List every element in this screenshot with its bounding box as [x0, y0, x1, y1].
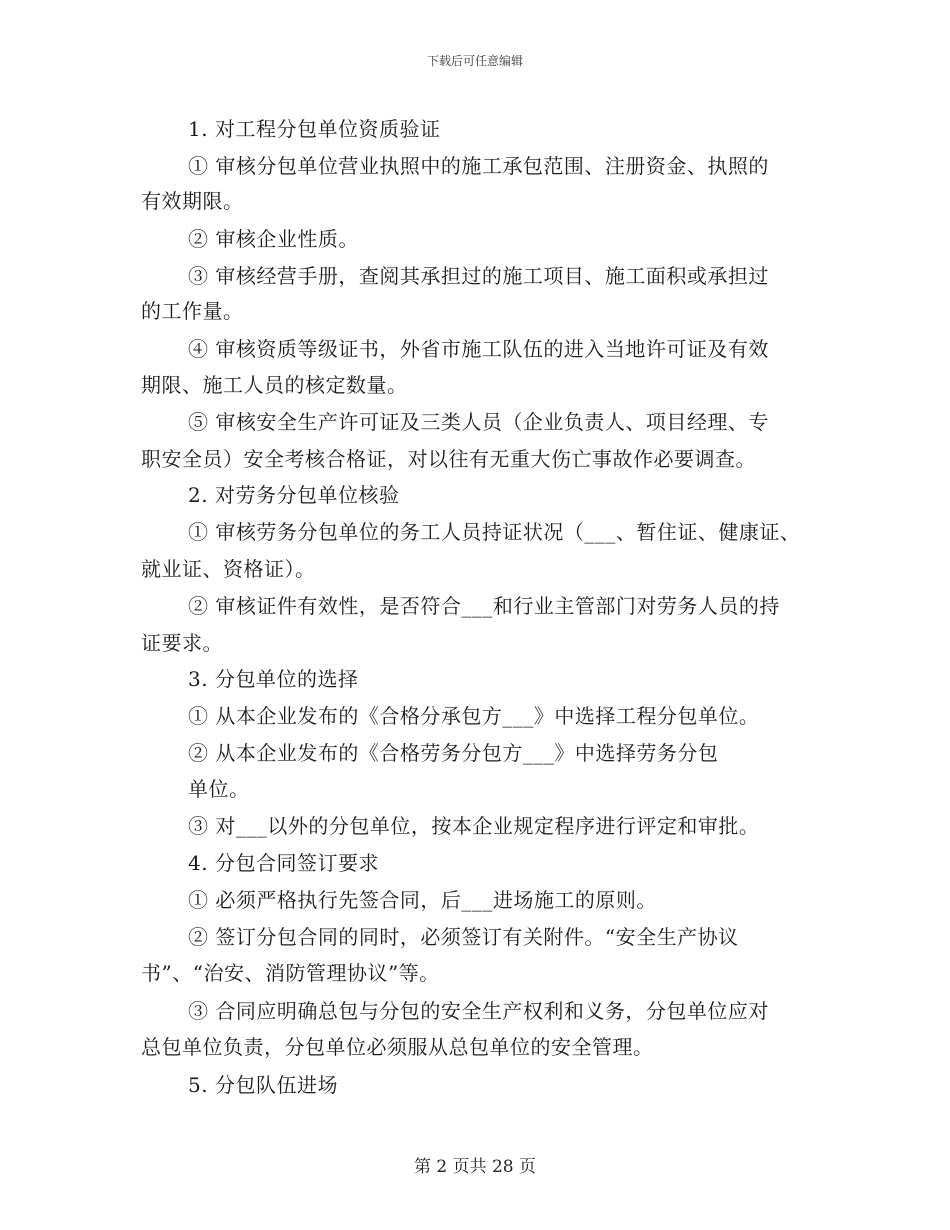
section-heading: 1. 对工程分包单位资质验证 [188, 117, 441, 141]
paragraph-line: ② 审核证件有效性，是否符合___和行业主管部门对劳务人员的持 [188, 594, 780, 618]
paragraph-line: ① 审核劳务分包单位的务工人员持证状况（___、暂住证、健康证、 [188, 520, 801, 544]
section-heading: 4. 分包合同签订要求 [188, 851, 379, 875]
section-heading: 5. 分包队伍进场 [188, 1073, 338, 1097]
paragraph-line: ① 审核分包单位营业执照中的施工承包范围、注册资金、执照的 [188, 154, 769, 178]
paragraph-line: ③ 对___以外的分包单位，按本企业规定程序进行评定和审批。 [188, 814, 760, 838]
paragraph-line: 单位。 [188, 777, 250, 801]
paragraph-line: 就业证、资格证）。 [141, 557, 316, 581]
paragraph-line: ③ 合同应明确总包与分包的安全生产权利和义务，分包单位应对 [188, 999, 769, 1023]
paragraph-line: 证要求。 [141, 631, 223, 655]
page-footer: 第 2 页共 28 页 [413, 1157, 537, 1177]
paragraph-line: ② 从本企业发布的《合格劳务分包方___》中选择劳务分包 [188, 741, 719, 765]
section-heading: 2. 对劳务分包单位核验 [188, 483, 400, 507]
paragraph-line: ③ 审核经营手册，查阅其承担过的施工项目、施工面积或承担过 [188, 264, 769, 288]
paragraph-line: 书”、“治安、消防管理协议”等。 [141, 961, 440, 985]
paragraph-line: ① 从本企业发布的《合格分承包方___》中选择工程分包单位。 [188, 704, 760, 728]
paragraph-line: 职安全员）安全考核合格证，对以往有无重大伤亡事故作必要调查。 [141, 447, 756, 471]
section-heading: 3. 分包单位的选择 [188, 667, 359, 691]
paragraph-line: 期限、施工人员的核定数量。 [141, 373, 408, 397]
paragraph-line: ⑤ 审核安全生产许可证及三类人员（企业负责人、项目经理、专 [188, 410, 769, 434]
paragraph-line: 总包单位负责，分包单位必须服从总包单位的安全管理。 [141, 1035, 654, 1059]
paragraph-line: 有效期限。 [141, 189, 244, 213]
paragraph-line: ② 审核企业性质。 [188, 227, 359, 251]
paragraph-line: ④ 审核资质等级证书，外省市施工队伍的进入当地许可证及有效 [188, 337, 769, 361]
paragraph-line: ② 签订分包合同的同时，必须签订有关附件。“安全生产协议 [188, 925, 739, 949]
paragraph-line: 的工作量。 [141, 299, 244, 323]
paragraph-line: ① 必须严格执行先签合同，后___进场施工的原则。 [188, 888, 657, 912]
page-header: 下载后可任意编辑 [426, 54, 523, 68]
